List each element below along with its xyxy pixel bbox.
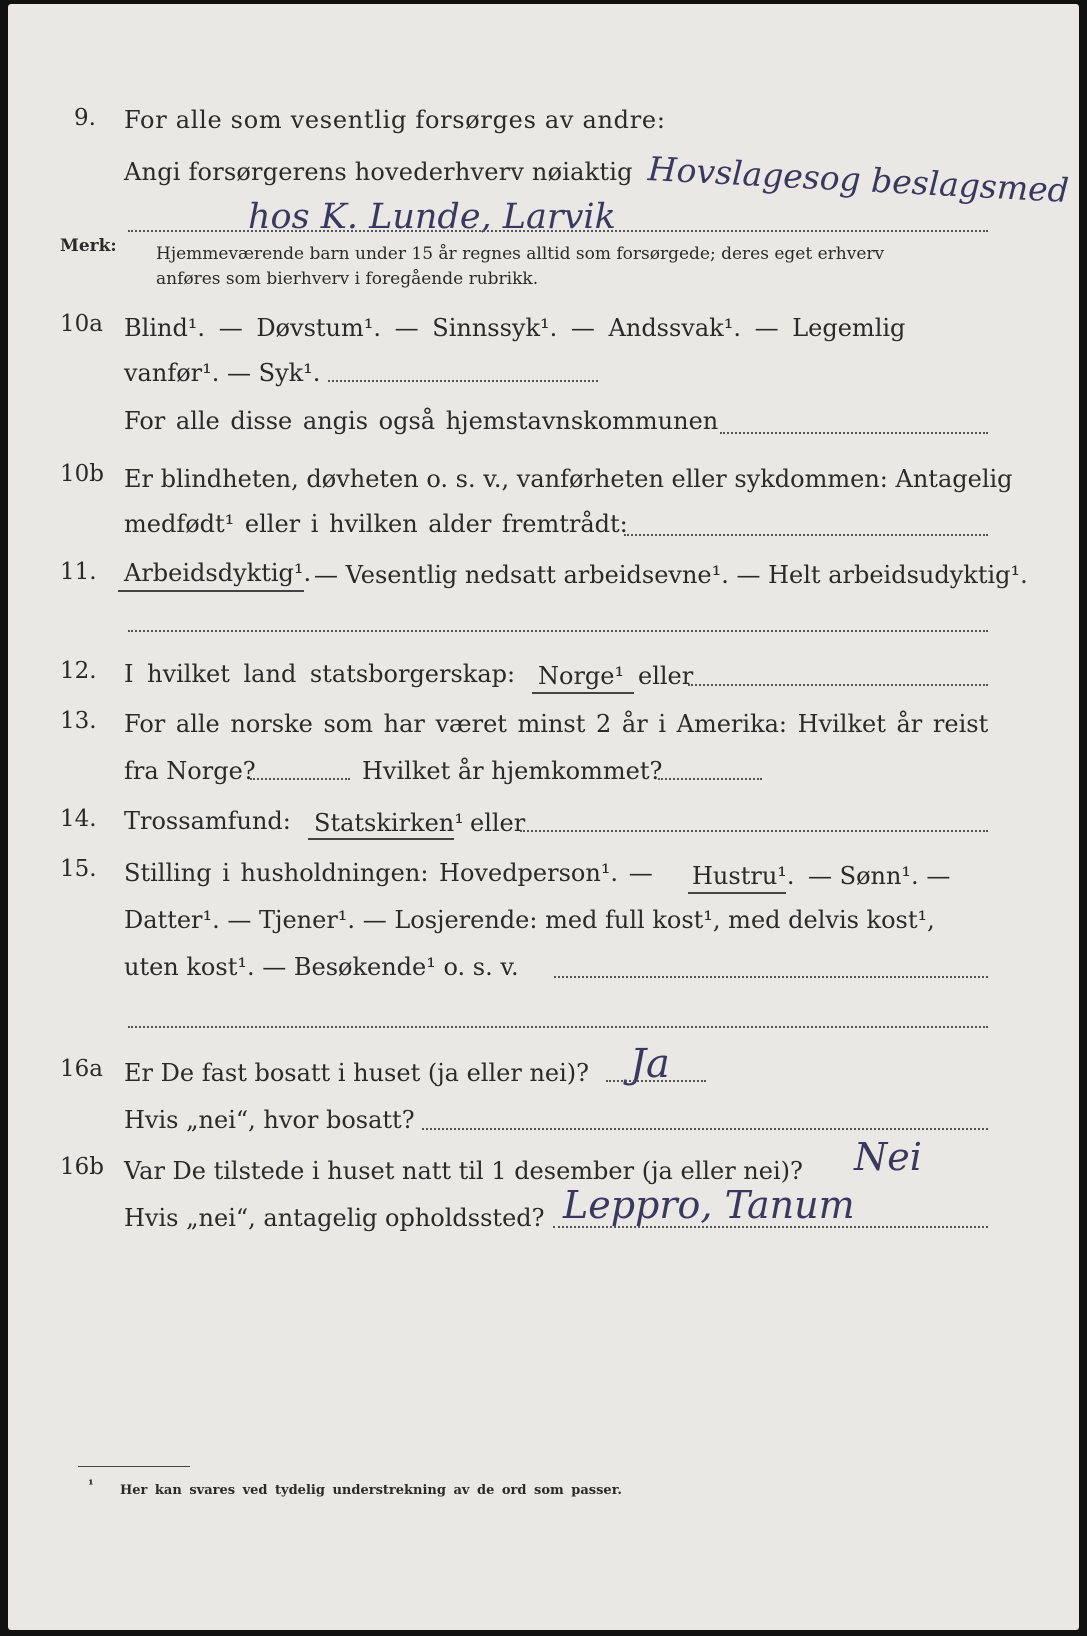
q13-number: 13. <box>60 708 97 734</box>
q14-answer-line <box>520 830 988 832</box>
q16a-bosatt-line <box>422 1128 988 1130</box>
q15-line3: uten kost¹. — Besøkende¹ o. s. v. <box>124 953 519 981</box>
q16b-number: 16b <box>60 1154 104 1180</box>
q12-option-norge[interactable]: Norge¹ <box>538 662 625 690</box>
q11-answer-line <box>128 630 988 632</box>
q14-selected-underline <box>308 838 454 840</box>
q11-number: 11. <box>60 559 97 585</box>
merk-line1: Hjemmeværende barn under 15 år regnes alltid som forsørgede; deres eget erhverv <box>156 244 885 264</box>
q13-reist-question: fra Norge? <box>124 757 256 785</box>
q16a-line1: Er De fast bosatt i huset (ja eller nei)? <box>124 1059 590 1087</box>
q15-number: 15. <box>60 856 97 882</box>
q10a-number: 10a <box>60 311 103 337</box>
q9-line1: For alle som vesentlig forsørges av andre: <box>124 106 666 134</box>
q13-hjemkommet-line <box>658 778 762 780</box>
q10b-line1: Er blindheten, døvheten o. s. v., vanførheten eller sykdommen: Antagelig <box>124 465 1013 493</box>
q16b-handwriting-place: Leppro, Tanum <box>563 1183 855 1227</box>
q13-line1: For alle norske som har været minst 2 år i Amerika: Hvilket år reist <box>124 710 989 738</box>
q15-line1-end: — Sønn¹. — <box>808 862 951 890</box>
q12-eller: eller <box>638 662 694 690</box>
q14-number: 14. <box>60 806 97 832</box>
q14-option-statskirken[interactable]: Statskirken¹ <box>314 809 464 837</box>
q12-question: I hvilket land statsborgerskap: <box>124 660 516 688</box>
q10a-line3: For alle disse angis også hjemstavnskommunen <box>124 407 719 435</box>
q9-answer-line <box>128 230 988 232</box>
q10a-line1: Blind¹. — Døvstum¹. — Sinnssyk¹. — Andssvak¹. — Legemlig <box>124 314 906 342</box>
q12-selected-underline <box>532 692 634 694</box>
q9-line2: Angi forsørgerens hovederhverv nøiaktig <box>124 158 633 186</box>
q10b-number: 10b <box>60 461 104 487</box>
q10a-answer-line <box>328 380 598 382</box>
q10a-hjemstavn-line <box>720 432 988 434</box>
q10a-line2: vanfør¹. — Syk¹. <box>124 359 321 387</box>
q15-option-hustru[interactable]: Hustru¹. <box>692 862 795 890</box>
q16b-line1: Var De tilstede i huset natt til 1 desember (ja eller nei)? <box>124 1157 803 1185</box>
q16a-line2: Hvis „nei“, hvor bosatt? <box>124 1106 415 1134</box>
census-form-page <box>8 4 1079 1630</box>
q13-reist-line <box>250 778 350 780</box>
q9-handwriting-employer: hos K. Lunde, Larvik <box>248 197 616 237</box>
q16a-number: 16a <box>60 1056 103 1082</box>
q13-hjemkommet-question: Hvilket år hjemkommet? <box>362 757 663 785</box>
q16a-handwriting: Ja <box>630 1041 670 1087</box>
footnote-mark: ¹ <box>88 1478 94 1493</box>
q15-selected-underline <box>688 892 786 894</box>
footnote-rule <box>78 1466 190 1467</box>
q15-answer-line <box>554 976 988 978</box>
merk-line2: anføres som bierhverv i foregående rubrikk. <box>156 269 539 289</box>
q12-answer-line <box>688 684 988 686</box>
q11-selected-underline <box>118 590 304 592</box>
q14-eller: eller <box>470 809 526 837</box>
q10b-line2: medfødt¹ eller i hvilken alder fremtrådt: <box>124 510 628 538</box>
q11-other-options: — Vesentlig nedsatt arbeidsevne¹. — Helt arbeidsudyktig¹. <box>314 561 1028 589</box>
q15-line1-start: Stilling i husholdningen: Hovedperson¹. — <box>124 859 653 887</box>
q11-option-arbeidsdyktig[interactable]: Arbeidsdyktig¹. <box>124 559 312 587</box>
q16b-answer-line <box>553 1226 988 1228</box>
q16b-line2: Hvis „nei“, antagelig opholdssted? <box>124 1204 545 1232</box>
q15-line2: Datter¹. — Tjener¹. — Losjerende: med full kost¹, med delvis kost¹, <box>124 906 935 934</box>
q9-handwriting-occupation: Hovslagesog beslagsmed <box>646 149 1070 211</box>
q14-question: Trossamfund: <box>124 807 291 835</box>
footnote-text: Her kan svares ved tydelig understrekning av de ord som passer. <box>120 1483 622 1498</box>
q16a-answer-line <box>606 1080 706 1082</box>
q9-number: 9. <box>74 105 96 131</box>
q15-answer-line-2 <box>128 1026 988 1028</box>
q16b-handwriting-answer: Nei <box>854 1135 922 1179</box>
q10b-answer-line <box>624 534 988 536</box>
q12-number: 12. <box>60 658 97 684</box>
merk-label: Merk: <box>60 236 117 256</box>
